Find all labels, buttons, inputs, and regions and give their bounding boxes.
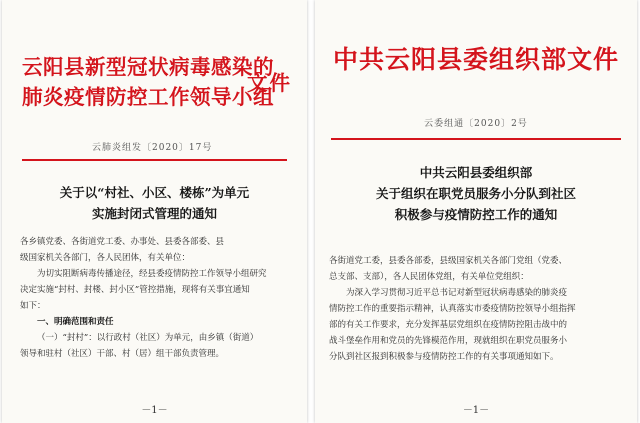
body-line: 分队到社区报到积极参与疫情防控工作的有关事项通知如下。 <box>329 352 559 362</box>
left-header-line-1: 云阳县新型冠状病毒感染的 <box>22 55 274 79</box>
body-line: 各乡镇党委、各街道党工委、办事处、县委各部委、县 <box>20 237 225 247</box>
left-red-rule <box>22 159 287 161</box>
right-title-line-1: 中共云阳县委组织部 <box>419 165 533 180</box>
body-line: 战斗堡垒作用和党员的先锋模范作用，现就组织在职党员服务小 <box>329 336 568 346</box>
section-heading: 一、明确范围和责任 <box>37 317 114 327</box>
right-body <box>329 253 576 365</box>
body-line: 各街道党工委，县委各部委，县级国家机关各部门党组（党委、 <box>329 256 568 266</box>
left-notice-title <box>2 182 307 224</box>
right-title-line-2: 关于组织在职党员服务小分队到社区 <box>375 186 576 201</box>
left-header-line-2: 肺炎疫情防控工作领导小组 <box>22 85 274 109</box>
right-title-line-3: 积极参与疫情防控工作的通知 <box>394 207 558 222</box>
body-line: 情防控工作的重要指示精神，认真落实市委疫情防控领导小组指挥 <box>329 304 576 314</box>
left-page-number: －1－ <box>141 405 168 416</box>
body-line: 部的有关工作要求，充分发挥基层党组织在疫情防控阻击战中的 <box>329 320 568 330</box>
body-line: 为切实阻断病毒传播途径，经县委疫情防控工作领导小组研究 <box>37 269 267 279</box>
left-title-line-2: 实施封闭式管理的通知 <box>91 206 217 221</box>
body-line: 决定实施“封村、封楼、封小区”管控措施，现将有关事宜通知 <box>20 285 250 295</box>
body-line: 领导和驻村（社区）干部、村（居）组干部负责管理。 <box>20 349 225 359</box>
right-ref-number: 云委组通〔2020〕2号 <box>424 119 528 129</box>
right-notice-title <box>315 162 637 225</box>
left-header-title <box>22 52 274 112</box>
body-line: （一）“封村”：以行政村（社区）为单元，由乡镇（街道） <box>37 333 259 343</box>
left-title-line-1: 关于以“村社、小区、楼栋”为单元 <box>59 185 250 200</box>
body-line: 总支部、支部），各人民团体党组，有关单位党组织： <box>329 272 529 282</box>
left-header-suffix: 文件 <box>247 71 292 95</box>
right-document-page <box>315 0 637 423</box>
left-ref-number: 云肺炎组发〔2020〕17号 <box>92 143 213 153</box>
right-red-rule <box>331 138 621 140</box>
body-line: 如下： <box>20 301 46 311</box>
left-body <box>20 234 267 362</box>
left-document-page <box>2 0 307 423</box>
body-line: 级国家机关各部门，各人民团体，有关单位： <box>20 253 191 263</box>
body-line: 为深入学习贯彻习近平总书记对新型冠状病毒感染的肺炎疫 <box>346 288 568 298</box>
right-header-title: 中共云阳县委组织部文件 <box>332 45 619 74</box>
right-page-number: －1－ <box>462 405 490 416</box>
